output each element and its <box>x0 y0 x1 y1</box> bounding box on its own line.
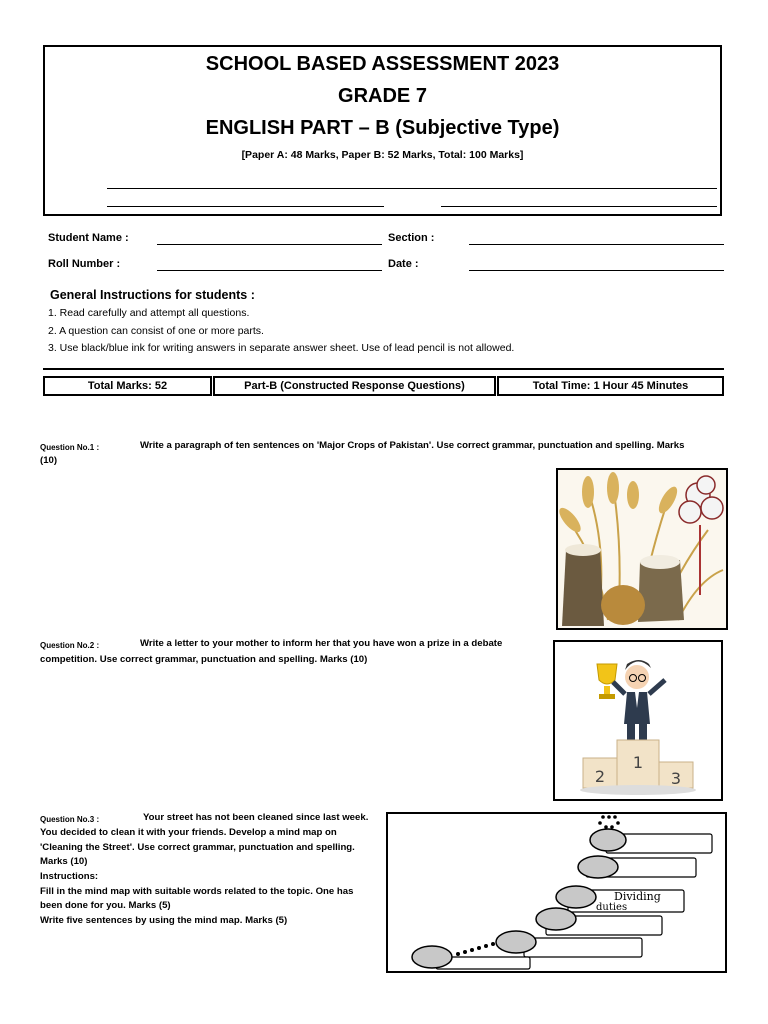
roll-number-label: Roll Number : <box>48 258 121 270</box>
instruction-item: 2. A question can consist of one or more parts. <box>48 325 264 337</box>
student-name-label: Student Name : <box>48 232 129 244</box>
question-3-text: Your street has not been cleaned since last week. <box>143 812 369 823</box>
podium-second-label: 2 <box>594 767 606 786</box>
mind-map-example-word2: duties <box>596 902 628 913</box>
instruction-item: 3. Use black/blue ink for writing answers in separate answer sheet. Use of lead pencil is not allowed. <box>48 342 515 354</box>
part-cell: Part-B (Constructed Response Questions) <box>213 376 496 396</box>
instruction-item: 1. Read carefully and attempt all questions. <box>48 307 250 319</box>
divider <box>43 368 724 370</box>
podium-image <box>553 640 723 801</box>
date-label: Date : <box>388 258 419 270</box>
total-marks-cell: Total Marks: 52 <box>43 376 212 396</box>
question-1-text-cont: (10) <box>40 455 58 466</box>
header-line-2 <box>107 206 384 207</box>
question-3-line: 'Cleaning the Street'. Use correct grammar, punctuation and spelling. <box>40 842 355 853</box>
grade-title: GRADE 7 <box>338 85 427 107</box>
subject-title: ENGLISH PART – B (Subjective Type) <box>205 117 560 139</box>
question-3-line: You decided to clean it with your friends. Develop a mind map on <box>40 827 337 838</box>
question-2-text-cont: competition. Use correct grammar, punctuation and spelling. Marks (10) <box>40 654 368 665</box>
header-line-1 <box>107 188 717 189</box>
roll-number-field[interactable] <box>157 270 382 271</box>
header-line-3 <box>441 206 717 207</box>
crops-image <box>556 468 728 630</box>
question-2-label: Question No.2 : <box>40 641 100 650</box>
mind-map <box>386 812 727 973</box>
question-3-line: been done for you. Marks (5) <box>40 900 171 911</box>
podium-first-label: 1 <box>632 753 644 772</box>
question-3-label: Question No.3 : <box>40 815 100 824</box>
section-label: Section : <box>388 232 435 244</box>
question-3-line: Fill in the mind map with suitable words related to the topic. One has <box>40 886 354 897</box>
podium-third-label: 3 <box>670 769 682 788</box>
question-1-text: Write a paragraph of ten sentences on 'Major Crops of Pakistan'. Use correct grammar, punctuation and spelling. Marks <box>140 440 685 451</box>
instructions-title: General Instructions for students : <box>50 288 255 302</box>
date-field[interactable] <box>469 270 724 271</box>
question-3-line: Marks (10) <box>40 856 88 867</box>
question-2-text: Write a letter to your mother to inform her that you have won a prize in a debate <box>140 638 503 649</box>
section-field[interactable] <box>469 244 724 245</box>
total-time-cell: Total Time: 1 Hour 45 Minutes <box>497 376 724 396</box>
mind-map-example-word1: Dividing <box>614 890 661 903</box>
assessment-title: SCHOOL BASED ASSESSMENT 2023 <box>205 53 560 75</box>
student-name-field[interactable] <box>157 244 382 245</box>
header-box <box>43 45 722 216</box>
question-1-label: Question No.1 : <box>40 443 100 452</box>
question-3-line: Instructions: <box>40 871 99 882</box>
question-3-line: Write five sentences by using the mind map. Marks (5) <box>40 915 288 926</box>
marks-note: [Paper A: 48 Marks, Paper B: 52 Marks, Total: 100 Marks] <box>241 149 524 161</box>
